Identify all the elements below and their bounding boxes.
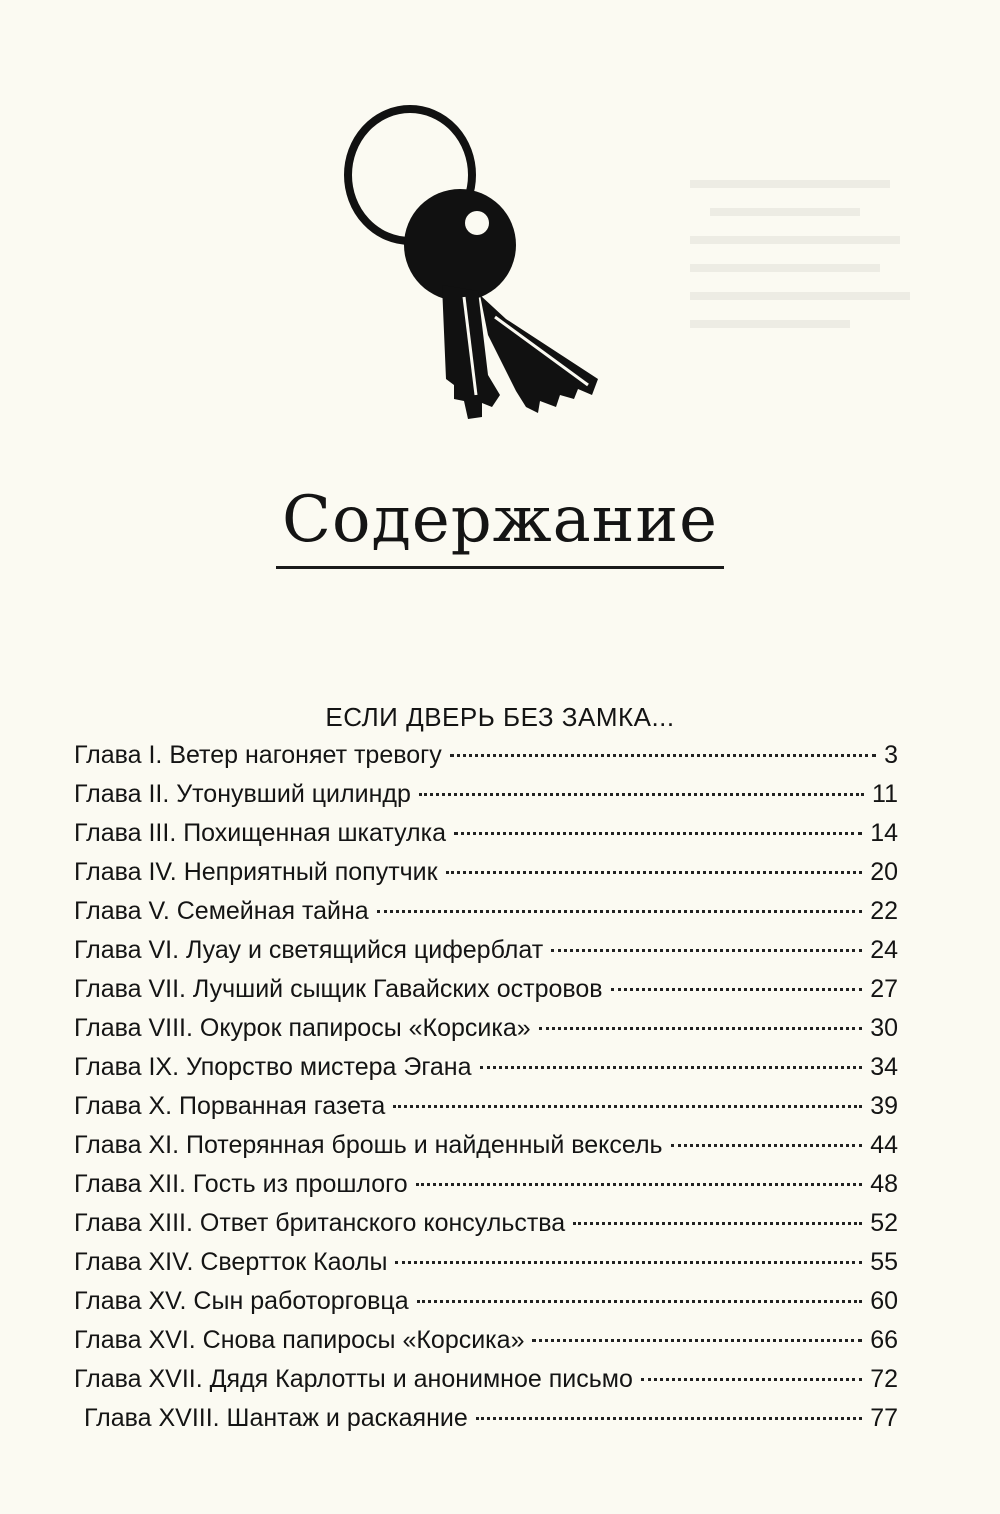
dot-leader — [419, 793, 864, 796]
dot-leader — [416, 1183, 863, 1186]
toc-entry[interactable] — [74, 853, 898, 892]
toc-entry[interactable] — [74, 1165, 898, 1204]
page-number: 14 — [870, 819, 898, 847]
page-number: 44 — [870, 1131, 898, 1159]
show-through-texture — [690, 180, 930, 380]
chapter-title: Глава III. Похищенная шкатулка — [74, 819, 447, 847]
page-number: 22 — [870, 897, 898, 925]
toc-entry[interactable] — [74, 1048, 898, 1087]
toc-entry[interactable] — [74, 1399, 898, 1438]
chapter-title: Глава XVIII. Шантаж и раскаяние — [84, 1404, 468, 1432]
dot-leader — [476, 1417, 862, 1420]
toc-entry[interactable] — [74, 1009, 898, 1048]
dot-leader — [551, 949, 862, 952]
dot-leader — [573, 1222, 862, 1225]
table-of-contents — [74, 736, 898, 1438]
page-number: 72 — [870, 1365, 898, 1393]
dot-leader — [641, 1378, 862, 1381]
page-number: 52 — [870, 1209, 898, 1237]
toc-entry[interactable] — [74, 775, 898, 814]
toc-entry[interactable] — [74, 1087, 898, 1126]
toc-entry[interactable] — [74, 814, 898, 853]
chapter-title: Глава XIV. Свертток Каолы — [74, 1248, 388, 1276]
page-number: 66 — [870, 1326, 898, 1354]
page-number: 55 — [870, 1248, 898, 1276]
toc-entry[interactable] — [74, 970, 898, 1009]
toc-entry[interactable] — [74, 1282, 898, 1321]
dot-leader — [393, 1105, 862, 1108]
dot-leader — [395, 1261, 862, 1264]
page-number: 20 — [870, 858, 898, 886]
page-number: 34 — [870, 1053, 898, 1081]
chapter-title: Глава IX. Упорство мистера Эгана — [74, 1053, 472, 1081]
part-heading: ЕСЛИ ДВЕРЬ БЕЗ ЗАМКА... — [325, 702, 675, 732]
page-number: 27 — [870, 975, 898, 1003]
chapter-title: Глава X. Порванная газета — [74, 1092, 386, 1120]
chapter-title: Глава XVII. Дядя Карлотты и анонимное письмо — [74, 1365, 633, 1393]
chapter-title: Глава XI. Потерянная брошь и найденный вексель — [74, 1131, 663, 1159]
toc-entry[interactable] — [74, 1204, 898, 1243]
page-number: 24 — [870, 936, 898, 964]
chapter-title: Глава V. Семейная тайна — [74, 897, 369, 925]
keys-on-ring-icon — [330, 95, 630, 465]
toc-entry[interactable] — [74, 1126, 898, 1165]
page-title: Содержание — [276, 488, 724, 569]
page-number: 77 — [870, 1404, 898, 1432]
toc-entry[interactable] — [74, 1321, 898, 1360]
chapter-title: Глава VII. Лучший сыщик Гавайских островов — [74, 975, 603, 1003]
dot-leader — [454, 832, 862, 835]
chapter-title: Глава XV. Сын работорговца — [74, 1287, 409, 1315]
toc-entry[interactable] — [74, 736, 898, 775]
dot-leader — [671, 1144, 863, 1147]
toc-entry[interactable] — [74, 931, 898, 970]
chapter-title: Глава VIII. Окурок папиросы «Корсика» — [74, 1014, 531, 1042]
dot-leader — [532, 1339, 862, 1342]
page-number: 48 — [870, 1170, 898, 1198]
toc-entry[interactable] — [74, 1243, 898, 1282]
chapter-title: Глава XII. Гость из прошлого — [74, 1170, 408, 1198]
chapter-title: Глава I. Ветер нагоняет тревогу — [74, 741, 442, 769]
page-number: 60 — [870, 1287, 898, 1315]
toc-entry[interactable] — [74, 1360, 898, 1399]
chapter-title: Глава II. Утонувший цилиндр — [74, 780, 411, 808]
key-bow-icon — [404, 189, 516, 301]
chapter-title: Глава IV. Неприятный попутчик — [74, 858, 438, 886]
dot-leader — [539, 1027, 863, 1030]
page-number: 11 — [872, 780, 898, 808]
chapter-title: Глава XIII. Ответ британского консульства — [74, 1209, 566, 1237]
dot-leader — [446, 871, 863, 874]
dot-leader — [377, 910, 862, 913]
chapter-title: Глава VI. Луау и светящийся циферблат — [74, 936, 544, 964]
page-number: 3 — [884, 741, 898, 769]
chapter-title: Глава XVI. Снова папиросы «Корсика» — [74, 1326, 525, 1354]
dot-leader — [417, 1300, 863, 1303]
page-number: 39 — [870, 1092, 898, 1120]
dot-leader — [450, 754, 876, 757]
toc-entry[interactable] — [74, 892, 898, 931]
page-number: 30 — [870, 1014, 898, 1042]
dot-leader — [611, 988, 863, 991]
dot-leader — [480, 1066, 863, 1069]
